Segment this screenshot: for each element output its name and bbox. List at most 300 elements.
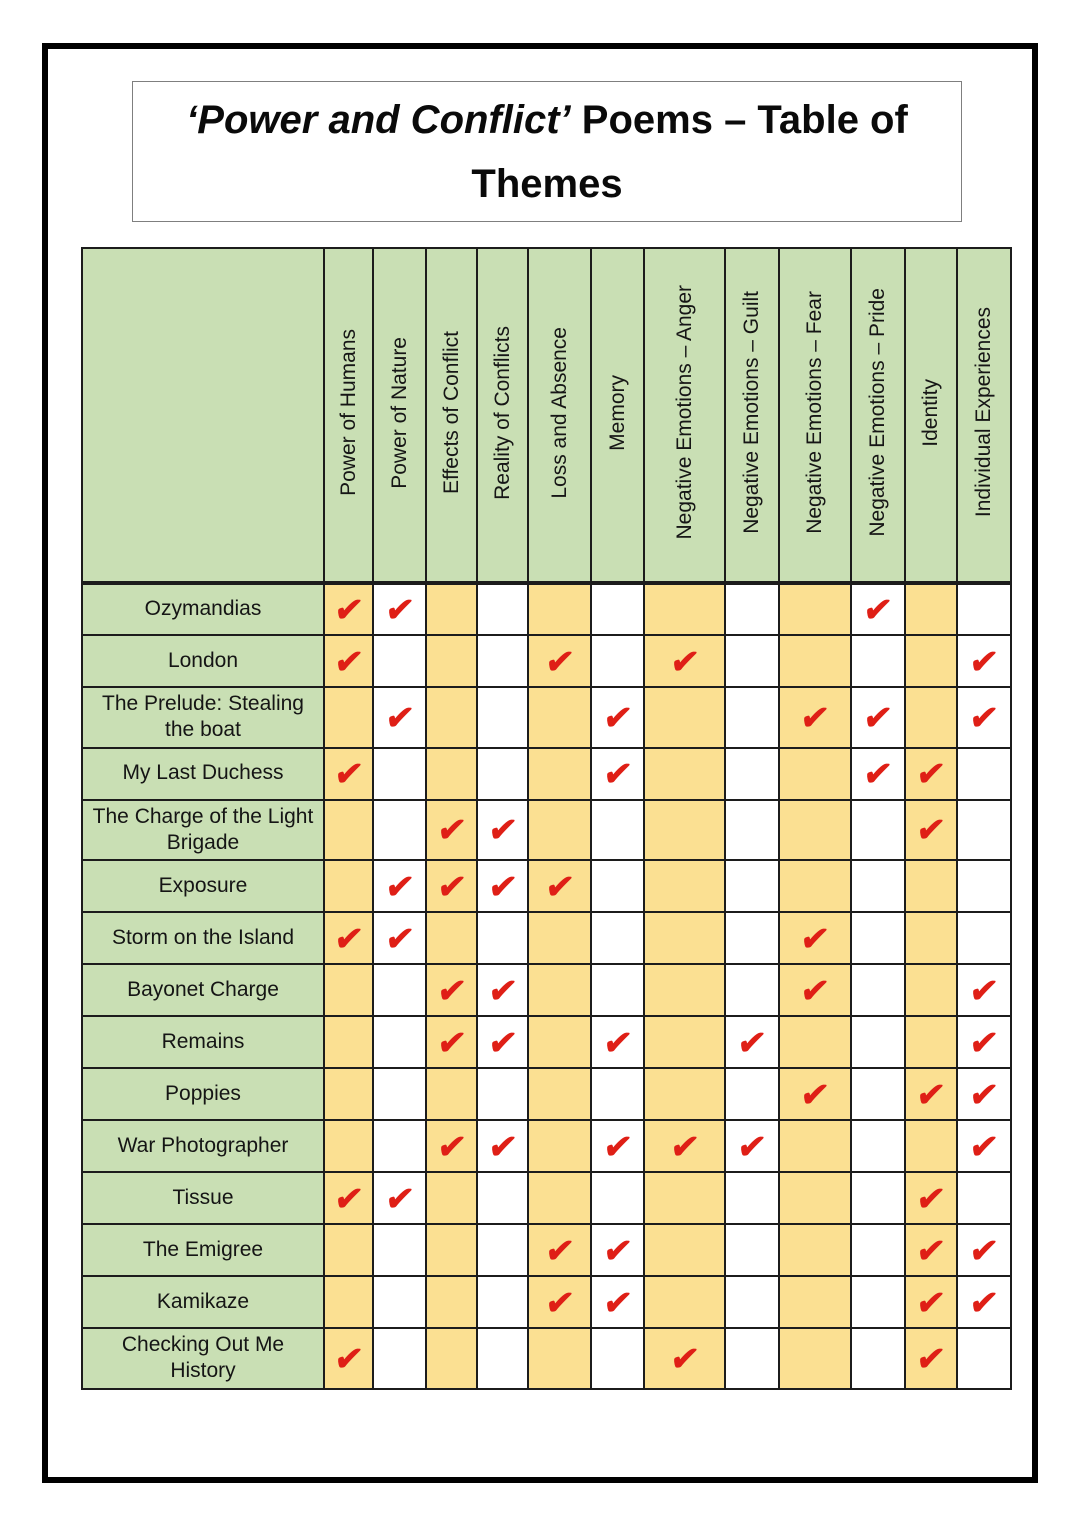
check-icon: ✔ bbox=[543, 867, 576, 905]
column-header bbox=[725, 248, 779, 583]
theme-cell-checked bbox=[477, 964, 528, 1016]
check-icon: ✔ bbox=[668, 642, 701, 680]
theme-cell-checked bbox=[905, 800, 957, 861]
theme-cell-checked bbox=[477, 1120, 528, 1172]
check-icon: ✔ bbox=[861, 591, 895, 628]
theme-cell-empty bbox=[725, 687, 779, 748]
theme-cell-empty bbox=[324, 1120, 373, 1172]
check-icon: ✔ bbox=[914, 755, 948, 792]
theme-cell-empty bbox=[591, 583, 644, 635]
theme-cell-empty bbox=[528, 912, 591, 964]
column-header bbox=[644, 248, 725, 583]
check-icon: ✔ bbox=[486, 1127, 519, 1165]
theme-cell-empty bbox=[373, 800, 426, 861]
check-icon: ✔ bbox=[332, 1179, 365, 1217]
theme-cell-checked bbox=[957, 687, 1011, 748]
theme-cell-empty bbox=[426, 635, 477, 687]
theme-cell-empty bbox=[644, 912, 725, 964]
theme-cell-empty bbox=[779, 1120, 851, 1172]
check-icon: ✔ bbox=[383, 1179, 416, 1217]
column-header-label: Negative Emotions – Guilt bbox=[740, 291, 763, 534]
theme-cell-empty bbox=[644, 1016, 725, 1068]
theme-cell-checked bbox=[426, 1016, 477, 1068]
theme-cell-empty bbox=[477, 748, 528, 800]
theme-cell-empty bbox=[725, 583, 779, 635]
check-icon: ✔ bbox=[601, 1127, 634, 1165]
check-icon: ✔ bbox=[668, 1127, 701, 1165]
table-row bbox=[82, 1068, 1011, 1120]
table-row bbox=[82, 748, 1011, 800]
header-row bbox=[82, 248, 1011, 583]
check-icon: ✔ bbox=[435, 1127, 468, 1165]
theme-cell-empty bbox=[779, 1016, 851, 1068]
theme-cell-empty bbox=[426, 1172, 477, 1224]
theme-cell-checked bbox=[591, 1120, 644, 1172]
theme-cell-empty bbox=[725, 1224, 779, 1276]
theme-cell-checked bbox=[905, 1068, 957, 1120]
poem-label: My Last Duchess bbox=[82, 748, 324, 800]
theme-cell-checked bbox=[324, 748, 373, 800]
check-icon: ✔ bbox=[914, 1179, 948, 1217]
theme-cell-empty bbox=[591, 1328, 644, 1389]
column-header-label: Negative Emotions – Pride bbox=[866, 288, 889, 537]
theme-cell-empty bbox=[644, 800, 725, 861]
check-icon: ✔ bbox=[383, 867, 416, 905]
theme-cell-empty bbox=[528, 964, 591, 1016]
theme-cell-checked bbox=[905, 748, 957, 800]
check-icon: ✔ bbox=[914, 1075, 948, 1113]
theme-cell-empty bbox=[725, 1328, 779, 1389]
column-header bbox=[528, 248, 591, 583]
theme-cell-empty bbox=[779, 800, 851, 861]
theme-cell-empty bbox=[725, 1276, 779, 1328]
theme-cell-checked bbox=[373, 1172, 426, 1224]
theme-cell-empty bbox=[528, 1120, 591, 1172]
theme-cell-checked bbox=[957, 1120, 1011, 1172]
theme-cell-checked bbox=[644, 1120, 725, 1172]
themes-table bbox=[81, 247, 1012, 1390]
check-icon: ✔ bbox=[914, 811, 948, 849]
table-row bbox=[82, 635, 1011, 687]
theme-cell-empty bbox=[324, 1224, 373, 1276]
check-icon: ✔ bbox=[543, 1283, 576, 1321]
column-header-label: Power of Humans bbox=[336, 329, 360, 496]
check-icon: ✔ bbox=[332, 755, 365, 792]
page-title-rest: Poems – Table of Themes bbox=[471, 97, 908, 206]
theme-cell-checked bbox=[426, 964, 477, 1016]
column-header-label: Identity bbox=[919, 378, 942, 447]
theme-cell-empty bbox=[477, 1328, 528, 1389]
theme-cell-empty bbox=[426, 1276, 477, 1328]
theme-cell-empty bbox=[779, 860, 851, 912]
theme-cell-empty bbox=[477, 687, 528, 748]
check-icon: ✔ bbox=[798, 698, 832, 736]
check-icon: ✔ bbox=[435, 971, 468, 1009]
poem-label: War Photographer bbox=[82, 1120, 324, 1172]
theme-cell-empty bbox=[373, 635, 426, 687]
theme-cell-checked bbox=[528, 860, 591, 912]
check-icon: ✔ bbox=[332, 642, 365, 680]
theme-cell-empty bbox=[528, 687, 591, 748]
theme-cell-checked bbox=[905, 1328, 957, 1389]
poem-label: London bbox=[82, 635, 324, 687]
theme-cell-empty bbox=[851, 1172, 905, 1224]
theme-cell-empty bbox=[477, 1276, 528, 1328]
column-header-label: Effects of Conflict bbox=[439, 330, 463, 495]
theme-cell-empty bbox=[905, 964, 957, 1016]
theme-cell-empty bbox=[477, 1068, 528, 1120]
theme-cell-empty bbox=[725, 635, 779, 687]
table-row bbox=[82, 687, 1011, 748]
column-header-label: Negative Emotions – Fear bbox=[803, 291, 826, 534]
theme-cell-empty bbox=[957, 800, 1011, 861]
check-icon: ✔ bbox=[798, 971, 832, 1009]
theme-cell-empty bbox=[324, 800, 373, 861]
column-header bbox=[324, 248, 373, 583]
column-header bbox=[957, 248, 1011, 583]
poem-label: Poppies bbox=[82, 1068, 324, 1120]
theme-cell-checked bbox=[324, 1172, 373, 1224]
theme-cell-empty bbox=[957, 1172, 1011, 1224]
theme-cell-empty bbox=[528, 1172, 591, 1224]
table-row bbox=[82, 964, 1011, 1016]
theme-cell-empty bbox=[851, 1276, 905, 1328]
theme-cell-checked bbox=[779, 1068, 851, 1120]
poem-label: Remains bbox=[82, 1016, 324, 1068]
theme-cell-empty bbox=[324, 687, 373, 748]
check-icon: ✔ bbox=[798, 919, 832, 957]
theme-cell-empty bbox=[591, 912, 644, 964]
theme-cell-empty bbox=[905, 1120, 957, 1172]
table-row bbox=[82, 800, 1011, 861]
theme-cell-empty bbox=[591, 635, 644, 687]
theme-cell-empty bbox=[725, 1172, 779, 1224]
theme-cell-empty bbox=[957, 748, 1011, 800]
theme-cell-empty bbox=[905, 583, 957, 635]
theme-cell-empty bbox=[905, 912, 957, 964]
column-header-label: Loss and Absence bbox=[547, 326, 571, 499]
theme-cell-empty bbox=[477, 1224, 528, 1276]
theme-cell-empty bbox=[725, 964, 779, 1016]
theme-cell-checked bbox=[591, 1224, 644, 1276]
theme-cell-empty bbox=[591, 1068, 644, 1120]
theme-cell-empty bbox=[324, 964, 373, 1016]
column-header bbox=[905, 248, 957, 583]
table-row bbox=[82, 1120, 1011, 1172]
theme-cell-empty bbox=[324, 1016, 373, 1068]
table-row bbox=[82, 1172, 1011, 1224]
check-icon: ✔ bbox=[486, 1023, 519, 1061]
poem-label: Kamikaze bbox=[82, 1276, 324, 1328]
theme-cell-empty bbox=[851, 1068, 905, 1120]
check-icon: ✔ bbox=[798, 1075, 832, 1113]
check-icon: ✔ bbox=[861, 698, 895, 736]
check-icon: ✔ bbox=[601, 1283, 634, 1321]
check-icon: ✔ bbox=[601, 1023, 634, 1061]
theme-cell-empty bbox=[528, 1328, 591, 1389]
check-icon: ✔ bbox=[486, 867, 519, 905]
poem-label: The Emigree bbox=[82, 1224, 324, 1276]
check-icon: ✔ bbox=[967, 971, 1001, 1009]
table-row bbox=[82, 860, 1011, 912]
theme-cell-empty bbox=[851, 912, 905, 964]
theme-cell-checked bbox=[957, 964, 1011, 1016]
theme-cell-checked bbox=[591, 1276, 644, 1328]
theme-cell-checked bbox=[851, 687, 905, 748]
theme-cell-checked bbox=[324, 1328, 373, 1389]
theme-cell-empty bbox=[779, 1328, 851, 1389]
check-icon: ✔ bbox=[967, 698, 1001, 736]
theme-cell-empty bbox=[905, 1016, 957, 1068]
theme-cell-checked bbox=[477, 860, 528, 912]
theme-cell-empty bbox=[528, 1016, 591, 1068]
theme-cell-empty bbox=[324, 1068, 373, 1120]
theme-cell-empty bbox=[725, 748, 779, 800]
theme-cell-empty bbox=[644, 687, 725, 748]
check-icon: ✔ bbox=[861, 755, 895, 792]
theme-cell-empty bbox=[477, 635, 528, 687]
theme-cell-checked bbox=[324, 912, 373, 964]
theme-cell-checked bbox=[591, 687, 644, 748]
theme-cell-empty bbox=[779, 635, 851, 687]
theme-cell-empty bbox=[324, 860, 373, 912]
theme-cell-empty bbox=[644, 748, 725, 800]
check-icon: ✔ bbox=[967, 1127, 1001, 1165]
check-icon: ✔ bbox=[967, 1231, 1001, 1269]
theme-cell-checked bbox=[373, 912, 426, 964]
column-header-label: Negative Emotions – Anger bbox=[672, 285, 696, 540]
check-icon: ✔ bbox=[601, 755, 634, 792]
theme-cell-checked bbox=[373, 583, 426, 635]
theme-cell-checked bbox=[779, 687, 851, 748]
column-header-label: Memory bbox=[605, 374, 629, 451]
corner-cell bbox=[82, 248, 324, 583]
theme-cell-checked bbox=[905, 1172, 957, 1224]
theme-cell-empty bbox=[591, 1172, 644, 1224]
theme-cell-checked bbox=[324, 583, 373, 635]
check-icon: ✔ bbox=[601, 698, 634, 736]
theme-cell-checked bbox=[725, 1120, 779, 1172]
theme-cell-empty bbox=[373, 1120, 426, 1172]
theme-cell-checked bbox=[725, 1016, 779, 1068]
column-header-label: Power of Nature bbox=[387, 336, 411, 489]
theme-cell-empty bbox=[644, 1172, 725, 1224]
check-icon: ✔ bbox=[435, 867, 468, 905]
check-icon: ✔ bbox=[332, 1339, 365, 1377]
theme-cell-checked bbox=[528, 1224, 591, 1276]
theme-cell-empty bbox=[644, 860, 725, 912]
theme-cell-empty bbox=[426, 748, 477, 800]
table-row bbox=[82, 1276, 1011, 1328]
theme-cell-checked bbox=[373, 687, 426, 748]
theme-cell-empty bbox=[905, 860, 957, 912]
theme-cell-checked bbox=[905, 1224, 957, 1276]
theme-cell-checked bbox=[324, 635, 373, 687]
column-header bbox=[477, 248, 528, 583]
theme-cell-empty bbox=[851, 1328, 905, 1389]
theme-cell-empty bbox=[851, 1120, 905, 1172]
theme-cell-empty bbox=[725, 800, 779, 861]
check-icon: ✔ bbox=[914, 1231, 948, 1269]
poem-label: The Prelude: Stealing the boat bbox=[82, 687, 324, 748]
poem-label: Checking Out Me History bbox=[82, 1328, 324, 1389]
poem-label: Ozymandias bbox=[82, 583, 324, 635]
theme-cell-checked bbox=[905, 1276, 957, 1328]
theme-cell-checked bbox=[477, 800, 528, 861]
poem-label: Tissue bbox=[82, 1172, 324, 1224]
theme-cell-empty bbox=[779, 1172, 851, 1224]
theme-cell-empty bbox=[779, 583, 851, 635]
page-title-emphasis: ‘Power and Conflict’ bbox=[186, 97, 571, 142]
column-header-label: Reality of Conflicts bbox=[490, 325, 514, 500]
theme-cell-empty bbox=[426, 1328, 477, 1389]
check-icon: ✔ bbox=[435, 1023, 468, 1061]
table-row bbox=[82, 912, 1011, 964]
theme-cell-empty bbox=[779, 1276, 851, 1328]
theme-cell-empty bbox=[644, 1224, 725, 1276]
title-box bbox=[132, 81, 962, 222]
theme-cell-checked bbox=[644, 635, 725, 687]
theme-cell-empty bbox=[373, 1068, 426, 1120]
check-icon: ✔ bbox=[383, 919, 416, 957]
check-icon: ✔ bbox=[543, 1231, 576, 1269]
table-row bbox=[82, 1016, 1011, 1068]
theme-cell-empty bbox=[373, 1328, 426, 1389]
poem-label: The Charge of the Light Brigade bbox=[82, 800, 324, 861]
theme-cell-empty bbox=[725, 860, 779, 912]
theme-cell-empty bbox=[426, 583, 477, 635]
column-header-label: Individual Experiences bbox=[972, 307, 995, 518]
check-icon: ✔ bbox=[967, 1075, 1001, 1113]
check-icon: ✔ bbox=[486, 971, 519, 1009]
theme-cell-empty bbox=[426, 1224, 477, 1276]
theme-cell-checked bbox=[957, 1068, 1011, 1120]
theme-cell-checked bbox=[426, 800, 477, 861]
theme-cell-empty bbox=[644, 1276, 725, 1328]
theme-cell-empty bbox=[373, 964, 426, 1016]
theme-cell-checked bbox=[426, 1120, 477, 1172]
check-icon: ✔ bbox=[967, 642, 1001, 680]
theme-cell-checked bbox=[851, 748, 905, 800]
page-title bbox=[133, 88, 961, 216]
theme-cell-empty bbox=[528, 583, 591, 635]
check-icon: ✔ bbox=[383, 591, 416, 628]
theme-cell-checked bbox=[373, 860, 426, 912]
theme-cell-empty bbox=[426, 1068, 477, 1120]
check-icon: ✔ bbox=[668, 1339, 701, 1377]
theme-cell-empty bbox=[905, 687, 957, 748]
theme-cell-checked bbox=[957, 1224, 1011, 1276]
check-icon: ✔ bbox=[735, 1127, 769, 1165]
column-header bbox=[779, 248, 851, 583]
column-header bbox=[851, 248, 905, 583]
theme-cell-empty bbox=[644, 583, 725, 635]
theme-cell-checked bbox=[957, 635, 1011, 687]
poem-label: Storm on the Island bbox=[82, 912, 324, 964]
theme-cell-empty bbox=[725, 912, 779, 964]
theme-cell-checked bbox=[591, 748, 644, 800]
theme-cell-checked bbox=[957, 1016, 1011, 1068]
theme-cell-empty bbox=[644, 1068, 725, 1120]
check-icon: ✔ bbox=[543, 642, 576, 680]
theme-cell-checked bbox=[779, 912, 851, 964]
theme-cell-empty bbox=[373, 1276, 426, 1328]
check-icon: ✔ bbox=[332, 919, 365, 957]
theme-cell-empty bbox=[725, 1068, 779, 1120]
poem-label: Exposure bbox=[82, 860, 324, 912]
theme-cell-empty bbox=[905, 635, 957, 687]
theme-cell-checked bbox=[528, 635, 591, 687]
theme-cell-empty bbox=[591, 860, 644, 912]
theme-cell-empty bbox=[426, 912, 477, 964]
theme-cell-checked bbox=[426, 860, 477, 912]
theme-cell-empty bbox=[851, 635, 905, 687]
table-row bbox=[82, 1328, 1011, 1389]
poem-label: Bayonet Charge bbox=[82, 964, 324, 1016]
theme-cell-empty bbox=[957, 583, 1011, 635]
theme-cell-checked bbox=[477, 1016, 528, 1068]
theme-cell-empty bbox=[477, 912, 528, 964]
theme-cell-empty bbox=[528, 748, 591, 800]
theme-cell-empty bbox=[957, 912, 1011, 964]
check-icon: ✔ bbox=[967, 1023, 1001, 1061]
check-icon: ✔ bbox=[435, 811, 468, 849]
theme-cell-empty bbox=[851, 1016, 905, 1068]
theme-cell-empty bbox=[477, 1172, 528, 1224]
table-row bbox=[82, 583, 1011, 635]
table-row bbox=[82, 1224, 1011, 1276]
theme-cell-empty bbox=[591, 800, 644, 861]
theme-cell-empty bbox=[779, 1224, 851, 1276]
check-icon: ✔ bbox=[332, 591, 365, 628]
theme-cell-empty bbox=[426, 687, 477, 748]
theme-cell-empty bbox=[528, 1068, 591, 1120]
theme-cell-checked bbox=[591, 1016, 644, 1068]
column-header bbox=[373, 248, 426, 583]
theme-cell-empty bbox=[644, 964, 725, 1016]
theme-cell-empty bbox=[851, 1224, 905, 1276]
theme-cell-checked bbox=[644, 1328, 725, 1389]
column-header bbox=[591, 248, 644, 583]
theme-cell-empty bbox=[851, 860, 905, 912]
theme-cell-empty bbox=[528, 800, 591, 861]
theme-cell-checked bbox=[528, 1276, 591, 1328]
check-icon: ✔ bbox=[735, 1023, 769, 1061]
theme-cell-empty bbox=[324, 1276, 373, 1328]
theme-cell-empty bbox=[779, 748, 851, 800]
check-icon: ✔ bbox=[383, 698, 416, 736]
check-icon: ✔ bbox=[914, 1339, 948, 1377]
page-border-frame bbox=[42, 43, 1038, 1483]
theme-cell-empty bbox=[851, 800, 905, 861]
check-icon: ✔ bbox=[601, 1231, 634, 1269]
theme-cell-empty bbox=[591, 964, 644, 1016]
theme-cell-empty bbox=[373, 1016, 426, 1068]
theme-cell-checked bbox=[957, 1276, 1011, 1328]
theme-cell-empty bbox=[957, 1328, 1011, 1389]
theme-cell-empty bbox=[851, 964, 905, 1016]
theme-cell-empty bbox=[373, 748, 426, 800]
theme-cell-checked bbox=[779, 964, 851, 1016]
check-icon: ✔ bbox=[486, 811, 519, 849]
check-icon: ✔ bbox=[967, 1283, 1001, 1321]
theme-cell-checked bbox=[851, 583, 905, 635]
theme-cell-empty bbox=[373, 1224, 426, 1276]
theme-cell-empty bbox=[477, 583, 528, 635]
column-header bbox=[426, 248, 477, 583]
theme-cell-empty bbox=[957, 860, 1011, 912]
check-icon: ✔ bbox=[914, 1283, 948, 1321]
